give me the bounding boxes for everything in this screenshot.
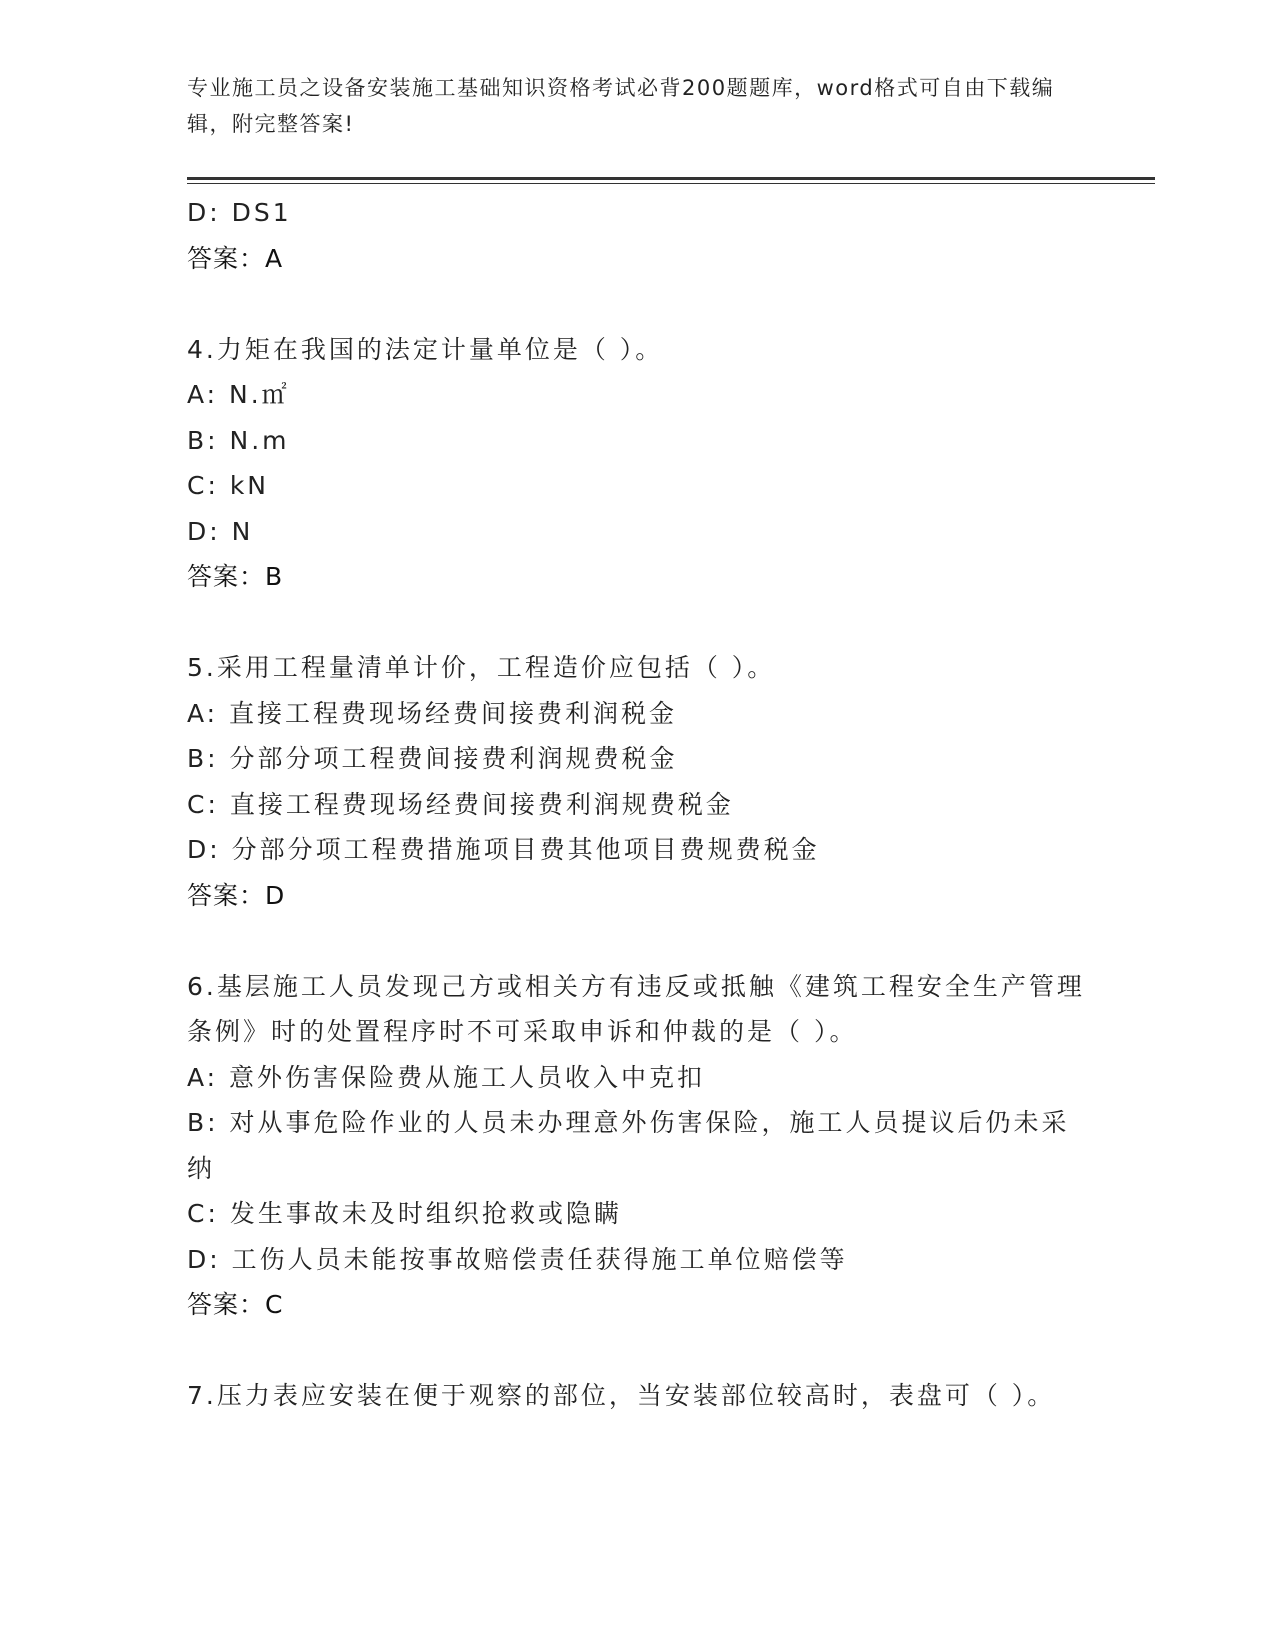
spacer <box>187 918 1087 964</box>
spacer <box>187 1328 1087 1374</box>
question-stem: 6.基层施工人员发现己方或相关方有违反或抵触《建筑工程安全生产管理条例》时的处置程序时不可采取申诉和仲裁的是（ ）。 <box>187 971 1085 1046</box>
option-d: D: 工伤人员未能按事故赔偿责任获得施工单位赔偿等 <box>187 1244 848 1274</box>
question-list <box>187 190 1087 1419</box>
option-d: D: N <box>187 516 254 546</box>
option-d: D: DS1 <box>187 198 292 227</box>
spacer <box>187 600 1087 646</box>
answer: 答案：C <box>187 1290 284 1319</box>
answer: 答案：D <box>187 880 286 910</box>
option-b: B: N.m <box>187 425 290 455</box>
question-stem: 4.力矩在我国的法定计量单位是（ ）。 <box>187 334 664 364</box>
spacer <box>187 281 1087 327</box>
answer: 答案：B <box>187 562 284 591</box>
option-c: C: 发生事故未及时组织抢救或隐瞒 <box>187 1199 622 1228</box>
header-rule-thick <box>187 177 1155 180</box>
option-a: A: N.㎡ <box>187 380 290 409</box>
option-d: D: 分部分项工程费措施项目费其他项目费规费税金 <box>187 835 820 864</box>
question-stem: 5.采用工程量清单计价，工程造价应包括（ ）。 <box>187 653 776 682</box>
option-b: B: 对从事危险作业的人员未办理意外伤害保险，施工人员提议后仍未采纳 <box>187 1108 1070 1183</box>
option-c: C: 直接工程费现场经费间接费利润规费税金 <box>187 789 734 819</box>
option-c: C: kN <box>187 471 270 500</box>
header-rule-thin <box>187 183 1155 184</box>
document-header: 专业施工员之设备安装施工基础知识资格考试必背200题题库，word格式可自由下载编辑，附完整答案! <box>187 76 1055 136</box>
question-stem: 7.压力表应安装在便于观察的部位，当安装部位较高时，表盘可（ ）。 <box>187 1381 1056 1410</box>
answer: 答案：A <box>187 243 284 273</box>
option-a: A: 直接工程费现场经费间接费利润税金 <box>187 698 678 728</box>
option-a: A: 意外伤害保险费从施工人员收入中克扣 <box>187 1062 706 1092</box>
option-b: B: 分部分项工程费间接费利润规费税金 <box>187 744 678 773</box>
